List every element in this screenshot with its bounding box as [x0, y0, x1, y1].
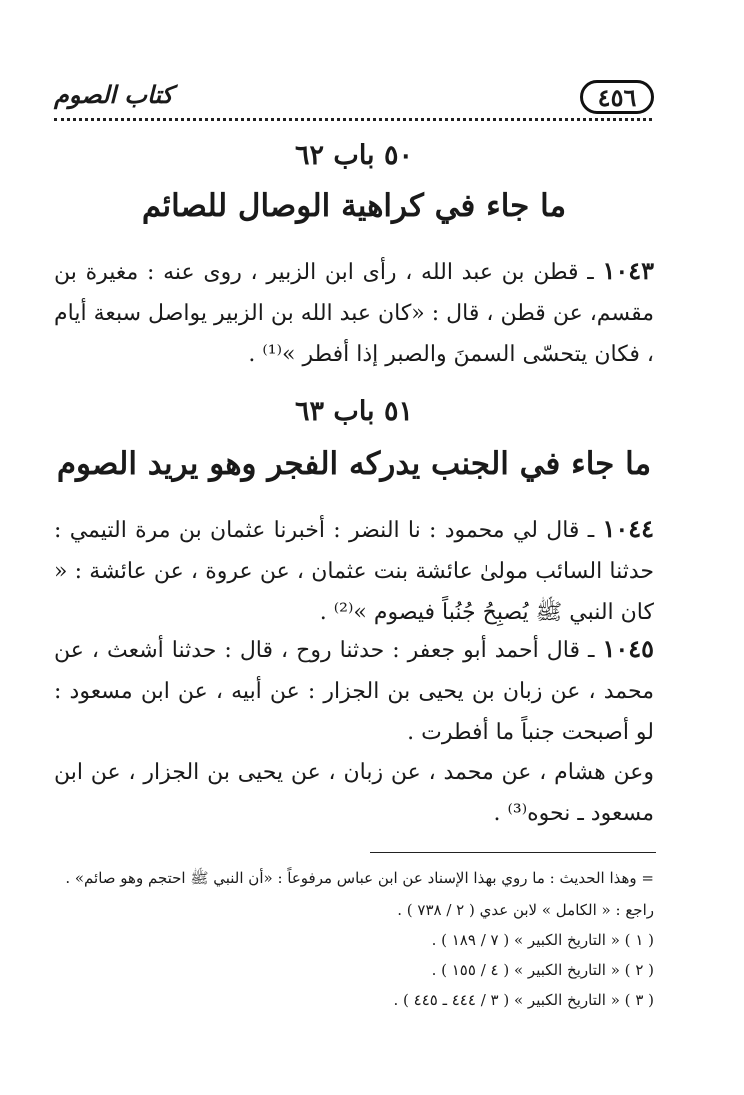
footnote-divider — [370, 852, 656, 853]
chapter-number: ٥٠ باب ٦٢ — [295, 140, 413, 171]
page-header — [54, 78, 654, 122]
footnote: ( ٢ ) « التاريخ الكبير » ( ٤ / ١٥٥ ) . — [431, 961, 654, 979]
hadith-text: ـ قطن بن عبد الله ، رأى ابن الزبير ، روى عنه : مغيرة بن مقسم، عن قطن ، قال : «كان عبد الله بن الزبير يواصل سبعة أيام ، فكان يتحسّى السمنَ والصبر إذا أفطر »⁽¹⁾ . — [54, 260, 654, 367]
chapter-number: ٥١ باب ٦٣ — [295, 396, 413, 427]
hadith-paragraph — [54, 508, 654, 633]
hadith-text: وعن هشام ، عن محمد ، عن زبان ، عن يحيى بن الجزار ، عن ابن مسعود ـ نحوه⁽³⁾ . — [54, 760, 654, 826]
chapter-title: ما جاء في الجنب يدركه الفجر وهو يريد الصوم — [56, 446, 652, 482]
hadith-text: ـ قال أحمد أبو جعفر : حدثنا روح ، قال : حدثنا أشعث ، عن محمد ، عن زبان بن يحيى بن الجزار : عن أبيه ، عن ابن مسعود : لو أصبحت جنباً ما أفطرت . — [54, 638, 655, 745]
hadith-paragraph — [54, 752, 654, 834]
footnote: راجع : « الكامل » لابن عدي ( ٢ / ٧٣٨ ) . — [397, 901, 654, 919]
footnote: ( ٣ ) « التاريخ الكبير » ( ٣ / ٤٤٤ ـ ٤٤٥ ) . — [393, 991, 654, 1009]
hadith-paragraph — [54, 250, 654, 375]
hadith-number: ١٠٤٣ — [602, 256, 654, 285]
book-title: كتاب الصوم — [54, 80, 173, 109]
footnote: = وهذا الحديث : ما روي بهذا الإسناد عن ابن عباس مرفوعاً : «أن النبي ﷺ احتجم وهو صائم» . — [65, 869, 654, 887]
header-divider — [54, 118, 652, 121]
hadith-number: ١٠٤٥ — [602, 634, 654, 663]
hadith-number: ١٠٤٤ — [602, 514, 654, 543]
chapter-title: ما جاء في كراهية الوصال للصائم — [141, 188, 567, 224]
page-number: ٤٥٦ — [580, 80, 654, 114]
hadith-text: ـ قال لي محمود : نا النضر : أخبرنا عثمان بن مرة التيمي : حدثنا السائب مولىٰ عائشة بنت عثمان ، عن عروة ، عن عائشة : « كان النبي ﷺ يُصبِحُ جُنُباً فيصوم »⁽²⁾ . — [54, 518, 654, 625]
hadith-paragraph — [54, 628, 654, 753]
footnote: ( ١ ) « التاريخ الكبير » ( ٧ / ١٨٩ ) . — [431, 931, 654, 949]
